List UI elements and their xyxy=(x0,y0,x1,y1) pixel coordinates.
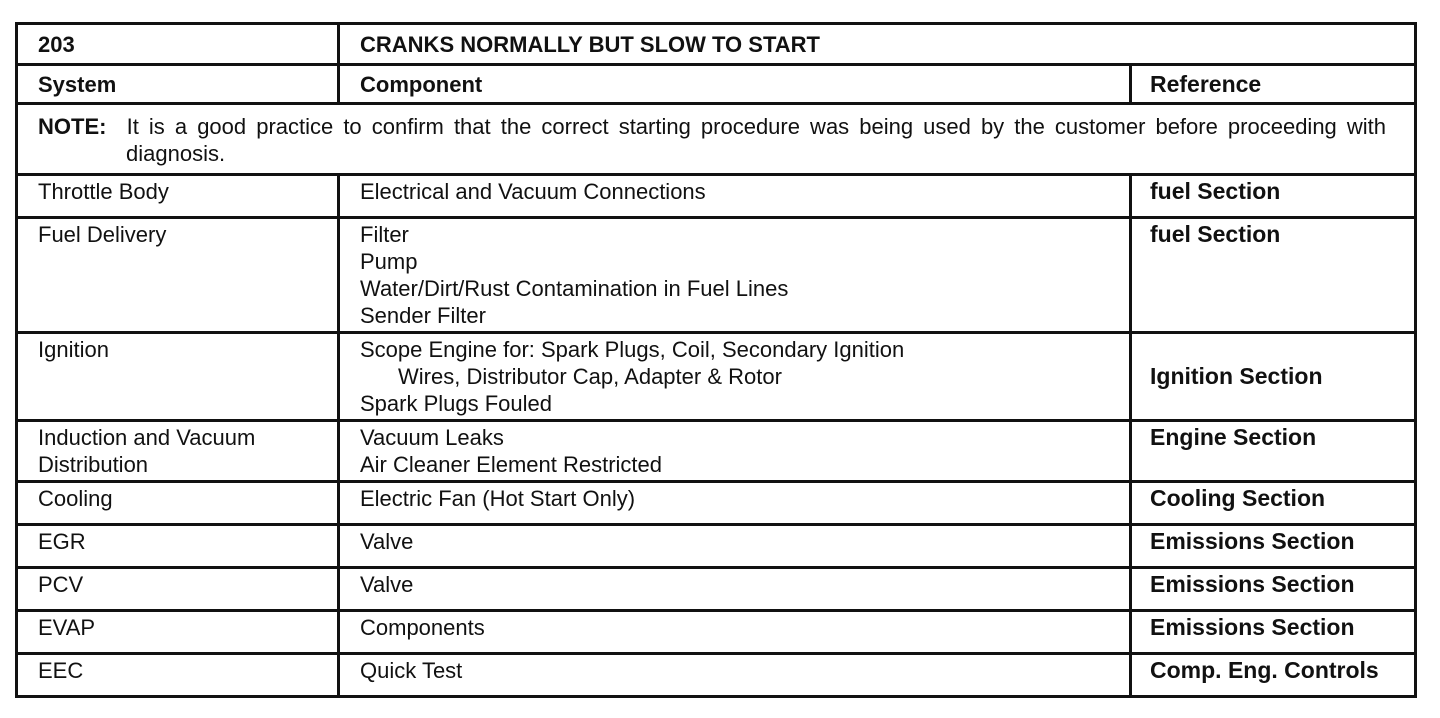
table-row xyxy=(17,654,1416,697)
header-row xyxy=(17,65,1416,104)
reference-cell: fuel Section xyxy=(1131,218,1416,333)
component-item: Vacuum Leaks xyxy=(360,425,504,450)
table-row xyxy=(17,421,1416,482)
system-cell: PCV xyxy=(17,568,339,611)
component-cell xyxy=(339,421,1131,482)
component-item: Electrical and Vacuum Connections xyxy=(360,179,706,204)
column-header-system: System xyxy=(17,65,339,104)
table-row xyxy=(17,525,1416,568)
note-row xyxy=(17,104,1416,175)
component-cell xyxy=(339,525,1131,568)
component-cell xyxy=(339,482,1131,525)
diagnostic-table xyxy=(15,22,1417,698)
component-item: Pump xyxy=(360,249,418,274)
component-item: Valve xyxy=(360,572,414,597)
system-cell: EGR xyxy=(17,525,339,568)
reference-cell: fuel Section xyxy=(1131,175,1416,218)
reference-cell: Cooling Section xyxy=(1131,482,1416,525)
reference-cell: Emissions Section xyxy=(1131,525,1416,568)
component-item: Wires, Distributor Cap, Adapter & Rotor xyxy=(398,364,782,389)
component-cell xyxy=(339,175,1131,218)
system-cell: EVAP xyxy=(17,611,339,654)
component-item: Air Cleaner Element Restricted xyxy=(360,452,663,477)
component-item: Water/Dirt/Rust Contamination in Fuel Lines xyxy=(360,276,789,301)
component-item: Valve xyxy=(360,529,414,554)
system-cell: Fuel Delivery xyxy=(17,218,339,333)
note-text: It is a good practice to confirm that the correct starting procedure was being used by the customer before proceeding with diagnosis. xyxy=(126,114,1386,166)
symptom-code: 203 xyxy=(17,24,339,65)
symptom-title: CRANKS NORMALLY BUT SLOW TO START xyxy=(339,24,1416,65)
table-row xyxy=(17,218,1416,333)
title-row xyxy=(17,24,1416,65)
component-cell xyxy=(339,568,1131,611)
component-item: Components xyxy=(360,615,485,640)
table-row xyxy=(17,568,1416,611)
component-item: Filter xyxy=(360,222,409,247)
reference-cell: Emissions Section xyxy=(1131,611,1416,654)
table-row xyxy=(17,175,1416,218)
component-item: Sender Filter xyxy=(360,303,486,328)
system-cell: Induction and Vacuum Distribution xyxy=(17,421,339,482)
column-header-reference: Reference xyxy=(1131,65,1416,104)
component-item: Spark Plugs Fouled xyxy=(360,391,552,416)
reference-cell: Emissions Section xyxy=(1131,568,1416,611)
reference-cell: Ignition Section xyxy=(1131,333,1416,421)
note-cell xyxy=(17,104,1416,175)
system-cell: EEC xyxy=(17,654,339,697)
table-row xyxy=(17,333,1416,421)
system-cell: Ignition xyxy=(17,333,339,421)
component-item: Electric Fan (Hot Start Only) xyxy=(360,486,636,511)
component-cell xyxy=(339,333,1131,421)
system-cell: Throttle Body xyxy=(17,175,339,218)
reference-cell: Comp. Eng. Controls xyxy=(1131,654,1416,697)
component-cell xyxy=(339,611,1131,654)
component-cell xyxy=(339,654,1131,697)
system-cell: Cooling xyxy=(17,482,339,525)
table-row xyxy=(17,482,1416,525)
table-row xyxy=(17,611,1416,654)
column-header-component: Component xyxy=(339,65,1131,104)
component-item: Quick Test xyxy=(360,658,463,683)
component-item: Scope Engine for: Spark Plugs, Coil, Secondary Ignition xyxy=(360,337,905,362)
reference-cell: Engine Section xyxy=(1131,421,1416,482)
component-cell xyxy=(339,218,1131,333)
note-label: NOTE: xyxy=(38,114,107,139)
